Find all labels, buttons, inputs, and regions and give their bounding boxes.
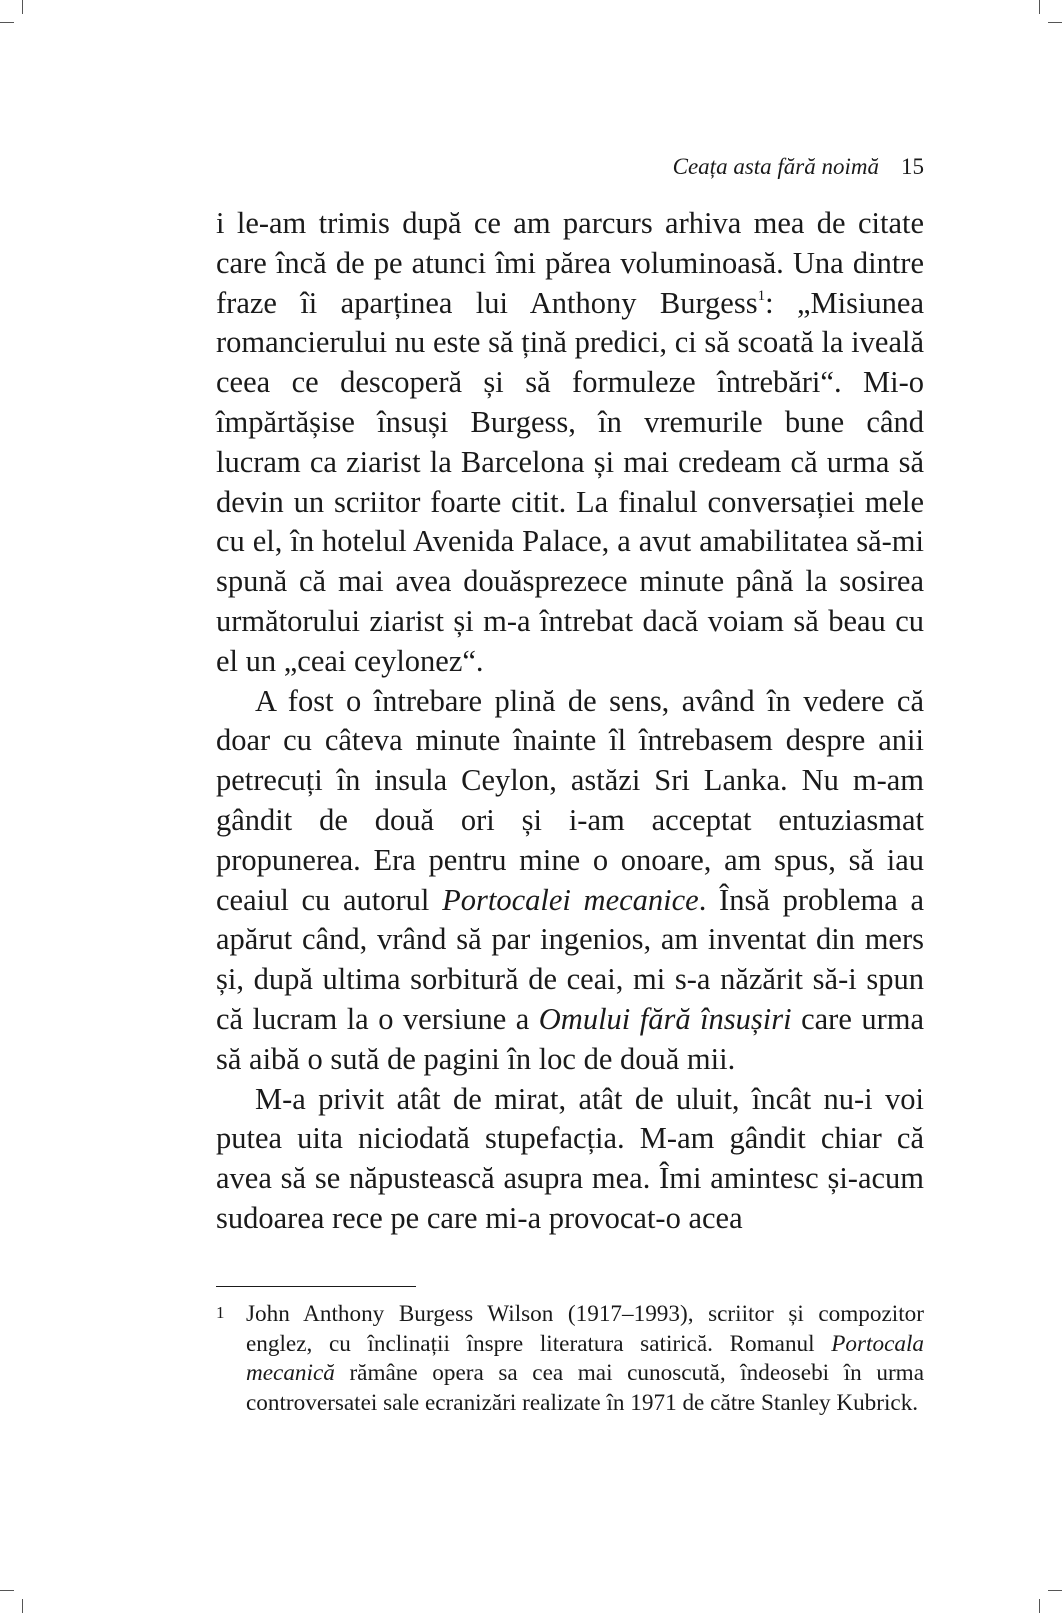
crop-mark xyxy=(1048,1590,1062,1591)
paragraph-2-text-a: A fost o întrebare plină de sens, având în vedere că doar cu câteva minute înainte îl întrebasem despre anii petrecuți în insula Ceylon, astăzi Sri Lanka. Nu m-am gândit de două ori și i-am acceptat entuziasmat propunerea. Era pentru mine o onoare, am spus, să iau ceaiul cu autorul xyxy=(216,683,924,917)
book-title-italic: Portocalei mecanice xyxy=(442,882,699,917)
footnote-reference: 1 xyxy=(757,287,766,304)
paragraph-1-text-b: : „Misiunea romancierului nu este să țină predici, ci să scoată la iveală ceea ce descoperă și să formuleze întrebări“. Mi-o împărtășise însuși Burgess, în vremurile bune când lucram ca ziarist la Barcelona și mai credeam că urma să devin un scriitor foarte citit. La finalul conversației mele cu el, în hotelul Avenida Palace, a avut amabilitatea să-mi spună că mai avea douăsprezece minute până la sosirea următorului ziarist și m-a întrebat dacă voiam să beau cu el un „ceai ceylonez“. xyxy=(216,285,924,678)
book-title-italic: Omului fără însușiri xyxy=(538,1001,792,1036)
paragraph-1 xyxy=(216,204,924,682)
crop-mark xyxy=(0,1590,14,1591)
crop-mark xyxy=(22,0,23,14)
page-number: 15 xyxy=(901,154,924,179)
running-header xyxy=(216,152,924,182)
footnote-mark: 1 xyxy=(216,1303,225,1322)
crop-mark xyxy=(1039,1599,1040,1613)
body-text xyxy=(216,204,924,1239)
running-title: Ceața asta fără noimă xyxy=(672,154,879,179)
footnote xyxy=(216,1300,924,1418)
crop-mark xyxy=(0,22,14,23)
paragraph-3: M-a privit atât de mirat, atât de uluit, încât nu-i voi putea uita niciodată stupefacția. M-am gândit chiar că avea să se năpustească asupra mea. Îmi amintesc și-acum sudoarea rece pe care mi-a provocat-o acea xyxy=(216,1081,924,1235)
crop-mark xyxy=(1039,0,1040,14)
crop-mark xyxy=(1048,22,1062,23)
paragraph-2-text-b: . Însă problema a apărut când, vrând să par ingenios, am inventat din mers și, după ultima sorbitură de ceai, mi s-a năzărit să-i spun că lucram la o versiune a xyxy=(216,882,924,1036)
footnote-italic: Portocala mecanică xyxy=(246,1330,924,1387)
footnote-text-a: John Anthony Burgess Wilson (1917–1993), scriitor și compozitor englez, cu înclinații înspre literatura satirică. Romanul xyxy=(246,1301,924,1357)
footnote-text xyxy=(246,1300,924,1418)
paragraph-2 xyxy=(216,682,924,1080)
paragraph-2-text-c: care urma să aibă o sută de pagini în loc de două mii. xyxy=(216,1001,925,1076)
footnote-text-b: rămâne opera sa cea mai cunoscută, îndeosebi în urma controversatei sale ecranizări realizate în 1971 de către Stanley Kubrick. xyxy=(246,1360,924,1416)
footnote-separator xyxy=(216,1286,416,1287)
crop-mark xyxy=(22,1599,23,1613)
paragraph-1-text-a: i le-am trimis după ce am parcurs arhiva mea de citate care încă de pe atunci îmi părea voluminoasă. Una dintre fraze îi aparținea lui Anthony Burgess xyxy=(216,206,924,320)
